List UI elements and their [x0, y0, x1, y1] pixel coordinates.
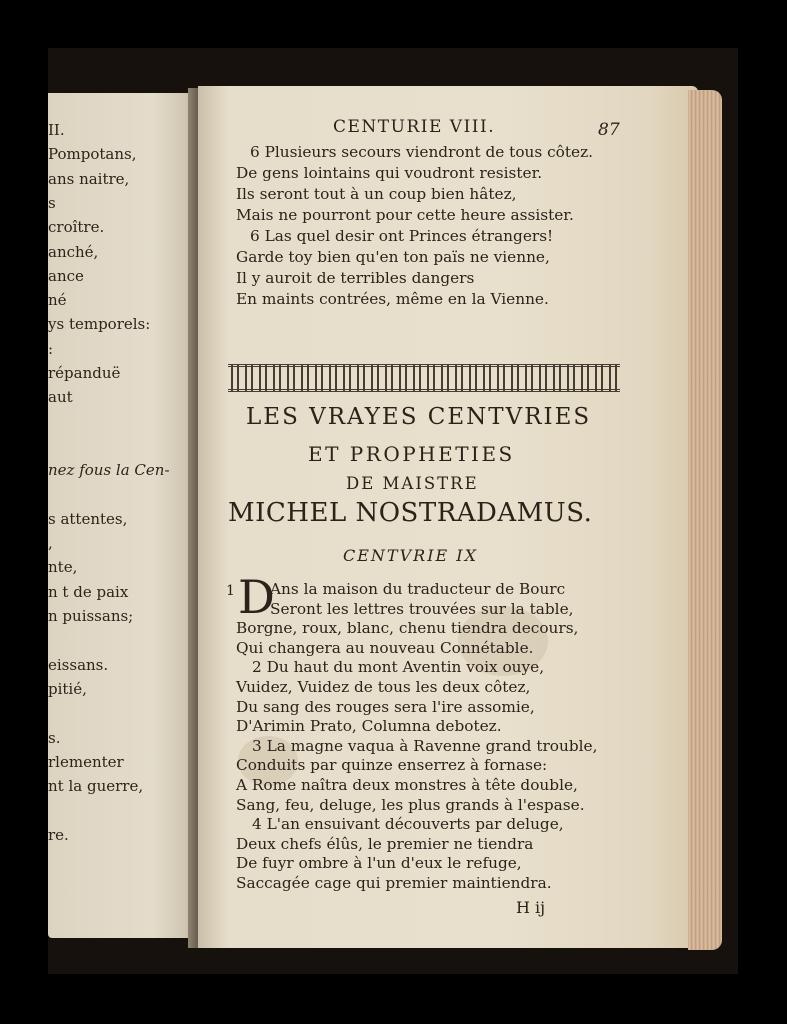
left-page-line: ,: [48, 534, 53, 553]
verse-line: Sang, feu, deluge, les plus grands à l'espase.: [236, 795, 585, 814]
left-page-line: croître.: [48, 218, 105, 237]
verse-line: De gens lointains qui voudront resister.: [236, 164, 543, 182]
verse-line: 2 Du haut du mont Aventin voix ouye,: [252, 658, 545, 677]
title-line-3: DE MAISTRE: [346, 474, 479, 493]
left-page-line: ys temporels:: [48, 315, 151, 334]
left-page-line: Pompotans,: [48, 145, 137, 164]
verse-line: Il y auroit de terribles dangers: [236, 269, 475, 287]
verse-line: 4 L'an ensuivant découverts par deluge,: [252, 815, 564, 834]
verse-line: Ils seront tout à un coup bien hâtez,: [236, 185, 517, 203]
left-page-line: eissans.: [48, 655, 109, 674]
drop-cap: D: [238, 570, 275, 624]
title-line-1: LES VRAYES CENTVRIES: [246, 404, 592, 430]
left-page-line: nez fous la Cen-: [48, 461, 170, 480]
right-page: [198, 86, 698, 948]
page-edges: [688, 90, 722, 950]
signature-mark: H ij: [516, 898, 546, 917]
left-page-line: s: [48, 193, 56, 212]
left-page-line: s.: [48, 728, 61, 747]
left-page-line: s attentes,: [48, 509, 128, 528]
verse-line: Deux chefs élûs, le premier ne tiendra: [236, 834, 534, 853]
left-page-line: n t de paix: [48, 582, 129, 601]
left-page-line: re.: [48, 825, 69, 844]
left-page-line: II.: [48, 121, 65, 139]
running-header: CENTURIE VIII.: [333, 117, 496, 137]
left-page: [48, 93, 198, 938]
section-subheading: CENTVRIE IX: [343, 546, 478, 565]
left-page-line: répanduë: [48, 364, 121, 382]
decorative-ornament-band: [228, 364, 620, 392]
verse-line: Vuidez, Vuidez de tous les deux côtez,: [236, 678, 531, 696]
left-page-line: :: [48, 339, 54, 358]
verse-line: Borgne, roux, blanc, chenu tiendra decours,: [236, 619, 579, 638]
left-page-line: né: [48, 291, 67, 310]
verse-line: Qui changera au nouveau Connétable.: [236, 638, 534, 657]
verse-line: De fuyr ombre à l'un d'eux le refuge,: [236, 854, 522, 873]
verse-line: Saccagée cage qui premier maintiendra.: [236, 874, 552, 892]
left-page-line: aut: [48, 388, 73, 407]
book-photo: [48, 48, 738, 974]
first-verse-number: 1: [226, 583, 235, 599]
verse-line: Garde toy bien qu'en ton païs ne vienne,: [236, 248, 550, 266]
left-page-line: rlementer: [48, 752, 124, 771]
left-page-line: anché,: [48, 242, 99, 261]
verse-line: Mais ne pourront pour cette heure assister.: [236, 206, 574, 224]
page-number: 87: [598, 120, 620, 140]
left-page-line: ans naitre,: [48, 169, 130, 188]
verse-line: 6 Plusieurs secours viendront de tous côtez.: [250, 143, 593, 161]
title-line-2: ET PROPHETIES: [308, 442, 515, 466]
verse-line: A Rome naîtra deux monstres à tête double,: [236, 776, 578, 794]
verse-line: En maints contrées, même en la Vienne.: [236, 290, 549, 308]
verse-line: 6 Las quel desir ont Princes étrangers!: [250, 227, 554, 245]
verse-line: Seront les lettres trouvées sur la table,: [270, 599, 574, 618]
verse-line: Du sang des rouges sera l'ire assomie,: [236, 697, 535, 716]
left-page-line: pitié,: [48, 679, 87, 698]
title-line-4: MICHEL NOSTRADAMUS.: [228, 498, 593, 528]
left-page-line: ance: [48, 266, 84, 285]
left-page-line: nt la guerre,: [48, 777, 144, 796]
left-page-line: n puissans;: [48, 607, 134, 625]
verse-line: 3 La magne vaqua à Ravenne grand trouble,: [252, 736, 598, 755]
verse-line: Conduits par quinze enserrez à fornase:: [236, 756, 548, 775]
verse-line: Ans la maison du traducteur de Bourc: [270, 580, 566, 598]
verse-line: D'Arimin Prato, Columna debotez.: [236, 717, 502, 736]
left-page-line: nte,: [48, 558, 78, 577]
